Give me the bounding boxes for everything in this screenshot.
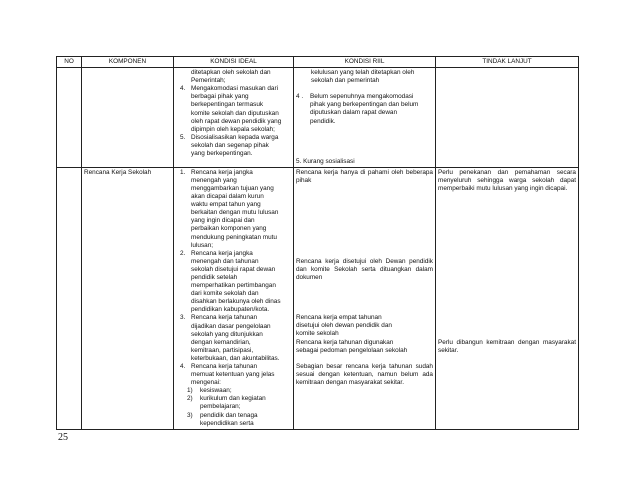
header-komponen: KOMPONEN	[82, 57, 174, 68]
table-header-row	[57, 57, 579, 68]
ideal-continuation: ditetapkan oleh sekolah dan Pemerintah;	[191, 69, 271, 85]
cell-komponen: Rencana Kerja Sekolah	[82, 167, 174, 429]
cell-no	[57, 167, 82, 429]
riil-paragraph: Rencana kerja empat tahunan disetujui oleh dewan pendidik dan komite sekolah Rencana kerja tahunan digunakan sebagai pedoman pengelolaan sekolah	[296, 314, 408, 354]
cell-kondisi-riil	[294, 68, 436, 168]
list-item: 3. Rencana kerja tahunan dijadikan dasar pengelolaan sekolah yang ditunjukkan dengan kemandirian, kemitraan, partisipasi, keterbukaan, dan akuntabilitas.	[180, 314, 280, 362]
list-item: 2. Rencana kerja jangka menengah dan tahunan sekolah disetujui rapat dewan pendidik setelah memperhatikan pertimbangan dari komite sekolah dan disahkan berlakunya oleh dinas pendidikan kabupaten/kota.	[180, 249, 281, 314]
cell-no	[57, 68, 82, 168]
riil-paragraph: Sebagian besar rencana kerja tahunan sudah sesuai dengan ketentuan, namun belum ada kemitraan dengan masyarakat sekitar.	[296, 362, 433, 386]
riil-paragraph: Rencana kerja disetujui oleh Dewan pendidik dan komite Sekolah serta dituangkan dalam dokumen	[296, 257, 433, 282]
cell-kondisi-riil	[294, 167, 436, 429]
list-item: 4. Mengakomodasi masukan dari berbagai pihak yang berkepentingan termasuk komite sekolah dan diputuskan oleh rapat dewan pendidik yang dipimpin oleh kepala sekolah;	[180, 85, 282, 133]
cell-tindak-lanjut	[436, 68, 579, 168]
list-item: 5. Disosialisasikan kepada warga sekolah dan segenap pihak yang berkepentingan.	[180, 133, 279, 158]
tindak-paragraph: Perlu penekanan dan pemahaman secara menyeluruh sehingga warga sekolah dapat memperbaiki mutu lulusan yang ingin dicapai.	[438, 168, 576, 192]
list-item: 4 . Belum sepenuhnya mengakomodasi pihak yang berkepentingan dan belum diputuskan dalam rapat dewan pendidik.	[296, 93, 419, 125]
header-no: NO	[57, 57, 82, 68]
list-item: 1. Rencana kerja jangka menengah yang menggambarkan tujuan yang akan dicapai dalam kurun waktu empat tahun yang berkaitan dengan mutu lulusan yang ingin dicapai dan perbaikan komponen yang mendukung peningkatan mutu lulusan;	[180, 168, 279, 249]
header-tindak-lanjut: TINDAK LANJUT	[436, 57, 579, 68]
page-number: 25	[58, 432, 68, 443]
sub-list-item: 3) pendidik dan tenaga kependidikan serta	[187, 411, 258, 427]
header-kondisi-riil: KONDISI RIIL	[294, 57, 436, 68]
sub-list-item: 2) kurikulum dan kegiatan pembelajaran;	[187, 395, 266, 411]
tindak-paragraph: Perlu dibangun kemitraan dengan masyarakat sekitar.	[438, 339, 576, 355]
riil-last-item: 5. Kurang sosialisasi	[296, 157, 355, 165]
riil-continuation: kelulusan yang telah ditetapkan oleh sekolah dan pemerintah	[311, 69, 415, 85]
sub-list-item: 1) kesiswaan;	[187, 387, 232, 395]
cell-kondisi-ideal	[174, 167, 294, 429]
list-item: 4. Rencana kerja tahunan memuat ketentuan yang jelas mengenai:	[180, 363, 275, 387]
table-row	[57, 68, 579, 168]
cell-komponen	[82, 68, 174, 168]
header-kondisi-ideal: KONDISI IDEAL	[174, 57, 294, 68]
evaluation-table	[56, 56, 579, 430]
table-row	[57, 167, 579, 429]
cell-kondisi-ideal	[174, 68, 294, 168]
riil-paragraph: Rencana kerja hanya di pahami oleh beberapa pihak	[296, 168, 433, 184]
cell-tindak-lanjut	[436, 167, 579, 429]
